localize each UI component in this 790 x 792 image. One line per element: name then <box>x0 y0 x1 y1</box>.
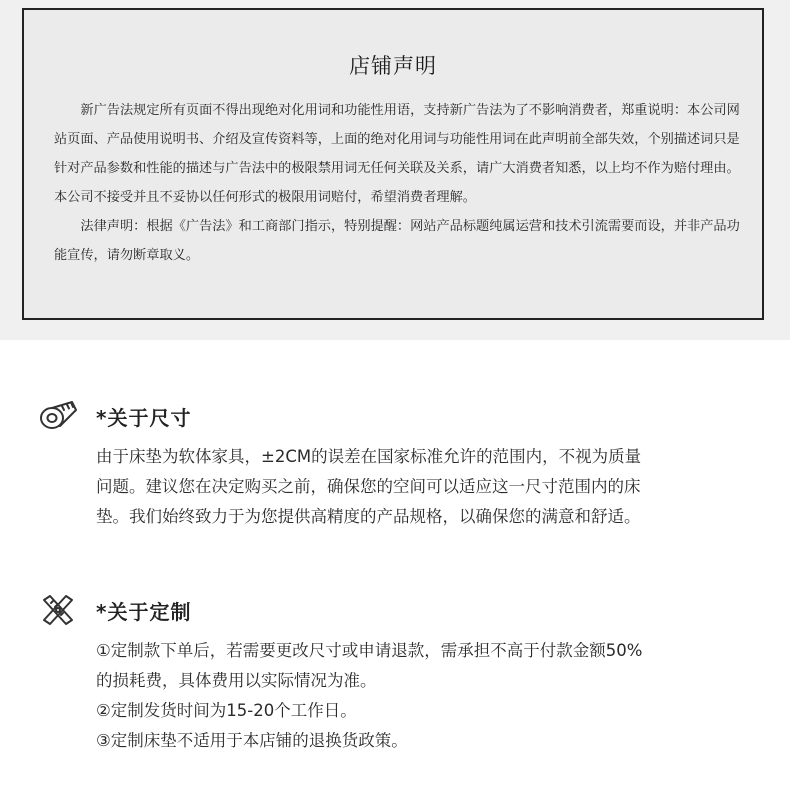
custom-section-title: *关于定制 <box>96 599 192 624</box>
text-line: ①定制款下单后，若需要更改尺寸或申请退款，需承担不高于付款金额50% <box>96 641 643 660</box>
tape-measure-icon <box>38 398 78 434</box>
size-section-title: *关于尺寸 <box>96 405 192 430</box>
custom-section-text <box>96 636 746 756</box>
custom-section-header <box>38 592 191 628</box>
text-line: ②定制发货时间为15-20个工作日。 <box>96 701 357 720</box>
notice-paragraph: 新广告法规定所有页面不得出现绝对化用词和功能性用语，支持新广告法为了不影响消费者，郑重说明：本公司网站页面、产品使用说明书、介绍及宣传资料等，上面的绝对化用词与功能性用词在此声明前全部失效，个别描述词只是针对产品参数和性能的描述与广告法中的极限禁用词无任何关联及关系，请广大消费者知悉，以上均不作为赔付理由。本公司不接受并且不妥协以任何形式的极限用词赔付，希望消费者理解。 <box>54 103 740 205</box>
text-line: ③定制床垫不适用于本店铺的退换货政策。 <box>96 731 408 750</box>
crossed-tools-icon <box>38 592 78 628</box>
notice-paragraph: 法律声明：根据《广告法》和工商部门指示，特别提醒：网站产品标题纯属运营和技术引流需要而设，并非产品功能宣传，请勿断章取义。 <box>54 219 740 263</box>
store-notice-box <box>22 8 764 320</box>
notice-title: 店铺声明 <box>349 54 437 78</box>
text-line: 的损耗费，具体费用以实际情况为准。 <box>96 671 377 690</box>
text-line: 由于床垫为软体家具，±2CM的误差在国家标准允许的范围内，不视为质量 <box>96 447 642 466</box>
text-line: 问题。建议您在决定购买之前，确保您的空间可以适应这一尺寸范围内的床 <box>96 477 641 496</box>
text-line: 垫。我们始终致力于为您提供高精度的产品规格，以确保您的满意和舒适。 <box>96 507 641 526</box>
size-section-header <box>38 398 191 434</box>
size-section-text <box>96 442 746 532</box>
notice-body <box>54 96 744 270</box>
